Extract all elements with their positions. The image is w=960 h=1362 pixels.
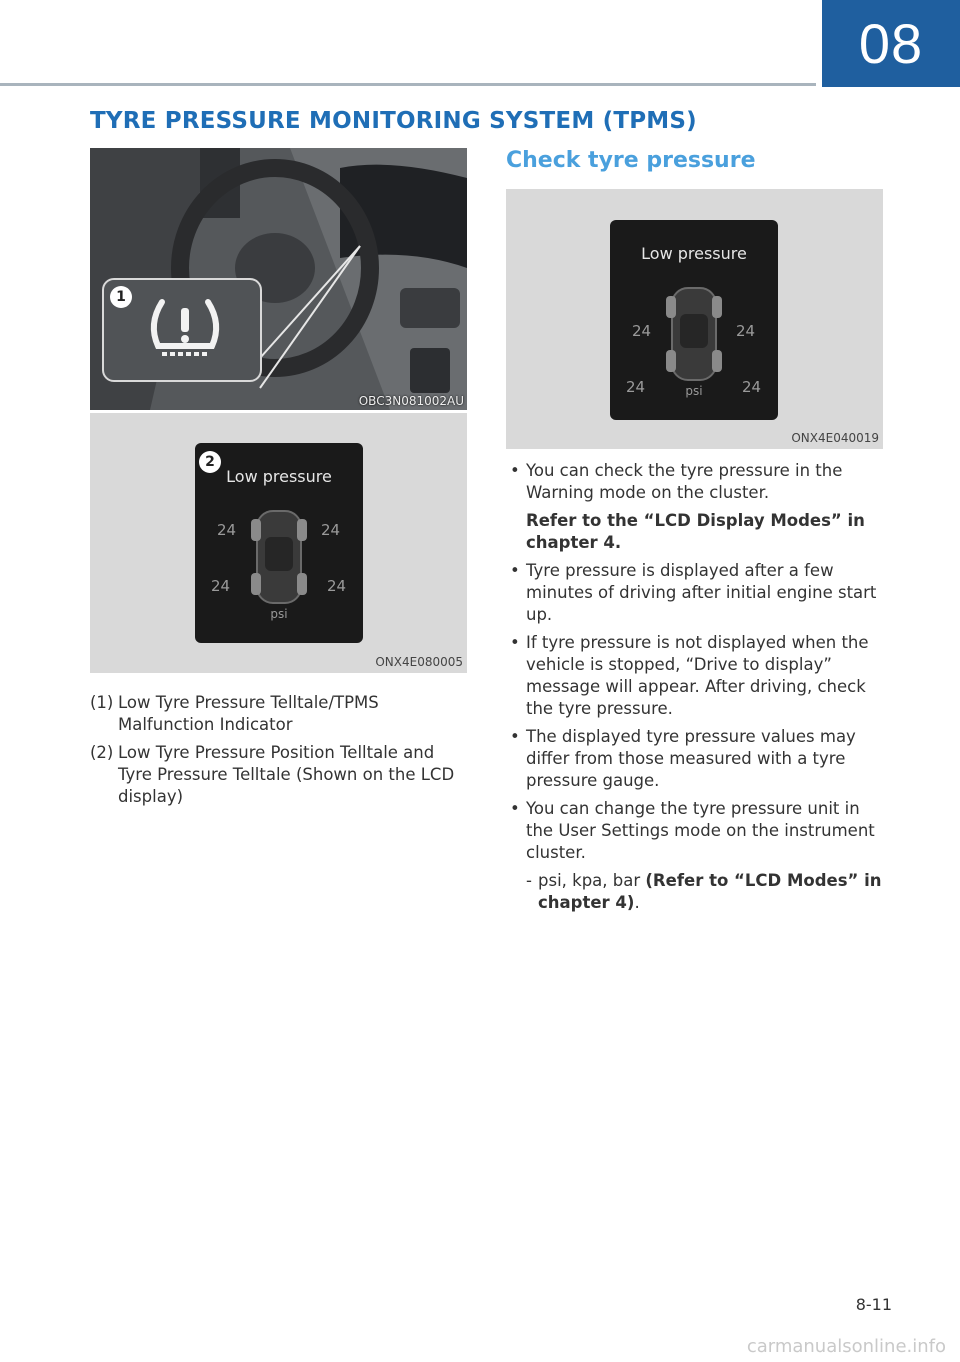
figure-code: ONX4E080005	[375, 655, 463, 669]
bullet-item	[508, 560, 886, 626]
caption-number: (1)	[90, 693, 114, 712]
bullet-text: You can check the tyre pressure in the Warning mode on the cluster.	[526, 461, 843, 502]
bullet-list	[508, 460, 886, 920]
badge-2: 2	[199, 451, 221, 473]
figure-cluster-low-pressure	[90, 413, 467, 673]
caption-text: Low Tyre Pressure Position Telltale and Tyre Pressure Telltale (Shown on the LCD display)	[118, 743, 455, 806]
bullet-text: If tyre pressure is not displayed when the vehicle is stopped, “Drive to display” message will appear. After driving, check the tyre pressure.	[526, 633, 869, 718]
screen-title: Low pressure	[641, 244, 747, 263]
bullet-dot: •	[510, 799, 520, 818]
pressure-front-left: 24	[632, 322, 652, 340]
figure-code: OBC3N081002AU	[358, 394, 464, 408]
bullet-item	[508, 460, 886, 554]
screen-title: Low pressure	[226, 467, 332, 486]
caption-2	[90, 742, 470, 808]
pressure-unit: psi	[270, 607, 288, 621]
bullet-reference: Refer to the “LCD Display Modes” in chapter 4.	[526, 511, 865, 552]
chapter-tab: 08	[822, 0, 960, 87]
cluster-screen	[610, 220, 778, 420]
cluster-screen	[195, 443, 363, 643]
bullet-text: You can change the tyre pressure unit in the User Settings mode on the instrument cluster.	[526, 799, 875, 862]
pressure-rear-right: 24	[742, 378, 762, 396]
caption-1	[90, 692, 470, 736]
bullet-dot: •	[510, 461, 520, 480]
sub-end: .	[634, 893, 640, 912]
bullet-dot: •	[510, 727, 520, 746]
car-top-view-icon	[664, 284, 724, 384]
section-title: TYRE PRESSURE MONITORING SYSTEM (TPMS)	[90, 108, 697, 134]
pressure-rear-left: 24	[211, 577, 231, 595]
pressure-unit: psi	[685, 384, 703, 398]
pressure-rear-right: 24	[327, 577, 347, 595]
car-top-view-icon	[249, 507, 309, 607]
bullet-item	[508, 632, 886, 720]
bullet-text: Tyre pressure is displayed after a few minutes of driving after initial engine start up.	[526, 561, 877, 624]
pressure-front-right: 24	[736, 322, 756, 340]
figure-code: ONX4E040019	[791, 431, 879, 445]
tpms-warning-icon	[140, 294, 230, 364]
sub-dash: -	[526, 871, 532, 890]
bullet-text: The displayed tyre pressure values may differ from those measured with a tyre pressure gauge.	[526, 727, 856, 790]
subsection-title: Check tyre pressure	[506, 148, 756, 173]
header-rule	[0, 83, 816, 86]
figure-interior-photo	[90, 148, 467, 410]
page-number: 8-11	[855, 1295, 892, 1314]
figure-captions	[90, 692, 470, 814]
pressure-rear-left: 24	[626, 378, 646, 396]
figure-cluster-check-pressure	[506, 189, 883, 449]
caption-text: Low Tyre Pressure Telltale/TPMS Malfunction Indicator	[118, 693, 379, 734]
sub-reference: (Refer to “LCD Modes” in chapter 4)	[538, 871, 882, 912]
bullet-dot: •	[510, 561, 520, 580]
bullet-item	[508, 726, 886, 792]
bullet-item	[508, 798, 886, 914]
caption-number: (2)	[90, 743, 114, 762]
badge-1: 1	[110, 286, 132, 308]
sub-text: psi, kpa, bar	[538, 871, 646, 890]
bullet-dot: •	[510, 633, 520, 652]
pressure-front-right: 24	[321, 521, 341, 539]
watermark: carmanualsonline.info	[746, 1336, 946, 1357]
tpms-telltale-callout	[102, 278, 262, 382]
pressure-front-left: 24	[217, 521, 237, 539]
sub-item	[526, 870, 886, 914]
